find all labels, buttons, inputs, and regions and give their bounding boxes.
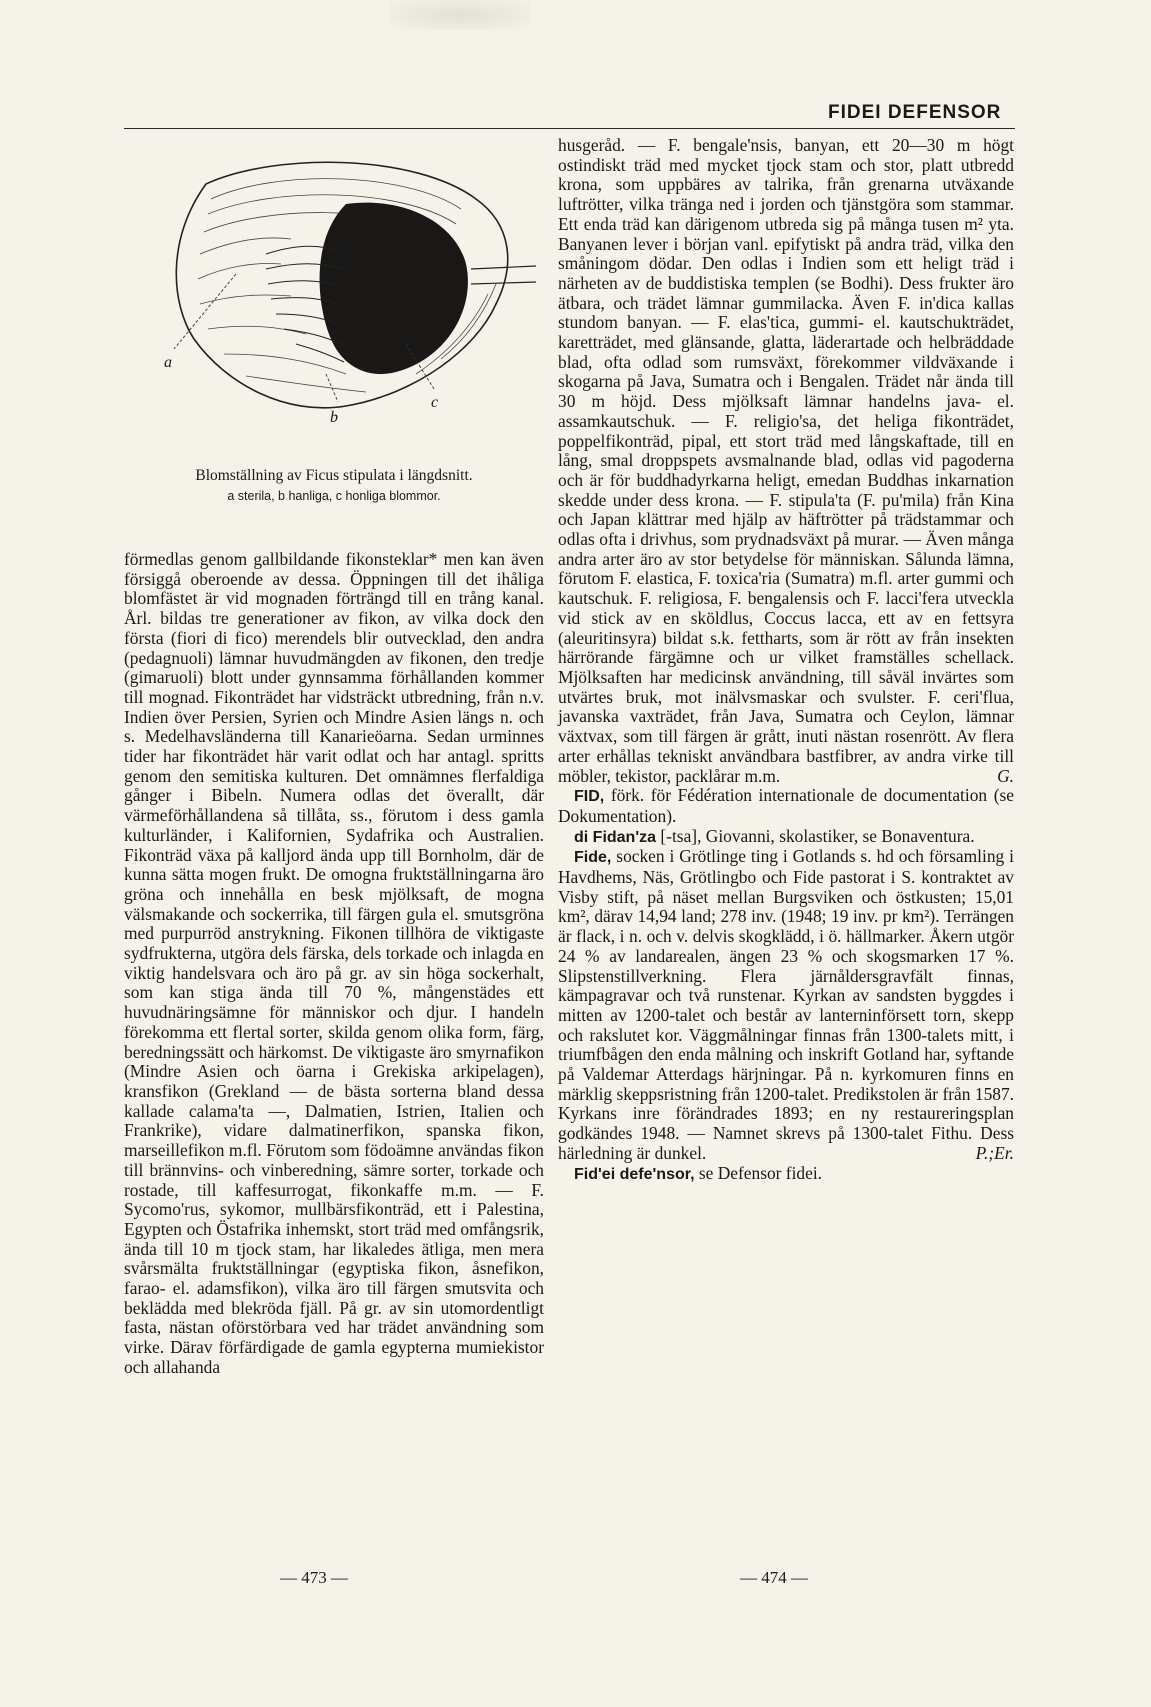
entry-text: [-tsa], Giovanni, skolastiker, se Bonaventura.	[660, 825, 975, 846]
figure-label-c: c	[431, 394, 439, 411]
entry-headword: Fid'ei defe'nsor,	[574, 1165, 695, 1183]
page-number-left: — 473 —	[280, 1568, 348, 1587]
entry-fidanza	[558, 827, 1014, 848]
header-rule	[124, 128, 1015, 129]
figure-label-b: b	[330, 409, 338, 426]
caption-sub: a sterila, b hanliga, c honliga blommor.	[227, 489, 441, 503]
continuation-sign: G.	[997, 765, 1014, 786]
entry-headword: di Fidan'za	[574, 828, 657, 846]
entry-headword: Fide,	[574, 849, 612, 867]
right-column	[558, 136, 1014, 1184]
page-number-right: — 474 —	[740, 1568, 808, 1587]
entries-list	[558, 786, 1014, 1184]
entry-fid	[558, 786, 1014, 826]
left-body-text: förmedlas genom gallbildande fikonsteklar* men kan även försiggå oberoende av dessa. Öppningen till det ihåliga blomfästet är vid mognaden förträngd till en trång kanal. Årl. bildas tre generationer av fikon, av vilka dock den första (fiori di fico) merendels blir outvecklad, den andra (pedagnuoli) lämnar huvudmängden av fikonen, den tredje (gimaruoli) blott under gynnsamma förhållanden kommer till mognad. Fikonträdet har vidsträckt utbredning, från n.v. Indien över Persien, Syrien och Mindre Asien längs n. och s. Medelhavsländerna till Kanarieöarna. Sedan urminnes tider har fikonträdet här varit odlat och har antagl. spritts genom den semitiska kulturen. Det omnämnes flerfaldiga gånger i Bibeln. Numera odlas det överallt, där värmeförhållandena så tillåta, ss., förutom i dess gamla kulturländer, i Kalifornien, Sydafrika och Australien. Fikonträd växa på kalljord ända upp till Bornholm, där de kunna sätta mogen frukt. De omogna fruktställningarna äro gröna och innehålla en besk mjölksaft, de mogna välsmakande och sockerrika, till färgen gula el. smutsgröna med purpurröd anstrykning. Fikonen tillhöra de viktigaste sydfrukterna, utgöra dels färska, dels torkade och inlagda en viktig handelsvara och äro på gr. av sin höga sockerhalt, som kan stiga ända till 70 %, mångenstädes ett huvudnäringsämne för människor och djur. I handeln förekomma ett flertal sorter, skilda genom olika form, färg, beredningssätt och härkomst. De viktigaste äro smyrnafikon (Mindre Asien och öarna i Grekiska arkipelagen), kransfikon (Grekland — de bästa sorterna bland dessa kallade calama'ta —, Dalmatien, Istrien, Italien och Frankrike), vidare dalmatinerfikon, spanska fikon, marseillefikon m.fl. Förutom som födoämne användas fikon till brännvins- och vinberedning, sämre sorter, torkade och rostade, till kaffesurrogat, fikonkaffe m.m. — F. Sycomo'rus, sykomor, mullbärsfikonträd, ett i Palestina, Egypten och Östafrika inhemskt, stort träd med omfångsrik, ända till 10 m tjock stam, har likaledes ätliga, men mera svårsmälta fruktställningar (egyptiska fikon, åsnefikon, farao- el. adamsfikon), vilka äro till färgen smutsvita och beklädda med blekröda fjäll. På gr. av sin utomordentligt fasta, nästan oförstörbara ved har trädet användning som virke. Därav förfärdigade de gamla egypterna mumiekistor och allahanda	[124, 549, 544, 1377]
right-continuation-text	[558, 136, 1014, 786]
entry-fidei-defensor	[558, 1164, 1014, 1185]
figure-label-a: a	[164, 354, 172, 371]
entry-text: förk. för Fédération internationale de documentation (se Dokumentation).	[558, 785, 1014, 826]
fig-drawing	[116, 144, 546, 444]
caption-main: Blomställning av Ficus stipulata i längdsnitt.	[195, 467, 473, 484]
fig-illustration	[116, 144, 546, 474]
entry-fide	[558, 847, 1014, 1163]
entry-headword: FID,	[574, 788, 605, 806]
left-column	[124, 136, 544, 1378]
entry-text: socken i Grötlinge ting i Gotlands s. hd och församling i Havdhems, Näs, Grötlingbo och Fide pastorat i S. kontraktet av Visby stift, på näset mellan Burgsviken och östkusten; 15,01 km², därav 14,94 land; 278 inv. (1948; 19 inv. pr km²). Terrängen är flack, i n. och v. delvis skogklädd, i ö. hällmarker. Åkern utgör 24 % av landarealen, ängen 23 % och skogsmarken 17 %. Slipstenstillverkning. Flera järnåldersgravfält finnas, kämpagravar och två runstenar. Kyrkan av sandsten byggdes i mitten av 1200-talet och består av lanterninförsett torn, skepp och rakslutet kor. Väggmålningar finnas från 1300-talets mitt, i triumfbågen den enda målning och inskrift Gotland har, syftande på Valdemar Atterdags härjningar. På n. kyrkomuren finns en märklig skeppsristning från 1200-talet. Predikstolen är från 1587. Kyrkans inre förändrades 1893; en ny restaureringsplan godkändes 1948. — Namnet skrevs på 1300-talet Fithu. Dess härledning är dunkel.	[558, 846, 1014, 1163]
entry-sign: P.;Er.	[975, 1142, 1014, 1163]
continuation-body: husgeråd. — F. bengale'nsis, banyan, ett 20—30 m högt ostindiskt träd med mycket tjock stam och stor, platt utbredd krona, som uppbäres av talrika, från grenarna utväxande luftrötter, vilka tränga ned i jorden och tjänstgöra som stammar. Ett enda träd kan därigenom utbreda sig på många tusen m² yta. Banyanen lever i början vanl. epifytiskt på andra träd, vilka den småningom dödar. Den odlas i Indien som ett heligt träd i närheten av de buddistiska templen (se Bodhi). Dess frukter äro ätbara, och trädet lämnar gummilacka. Även F. in'dica kallas stundom banyan. — F. elas'tica, gummi- el. kautschukträdet, karetträdet, med glänsande, glatta, läderartade och helbräddade blad, ofta odlad som rumsväxt, förekommer vildväxande i skogarna på Java, Sumatra och i Bengalen. Trädet når ända till 30 m höjd. Dess mjölksaft lämnar handelns java- el. assamkautschuk. — F. religio'sa, det heliga fikonträdet, poppelfikonträd, pipal, ett stort träd med långskaftade, till en lång, smal droppspets avsmalnande blad, odlas vid pagoderna och är för buddhadyrkarna heligt, emedan Buddhas inkarnation skedde under dess krona. — F. stipula'ta (F. pu'mila) från Kina och Japan klättrar med hjälp av häftrötter på trädstammar och odlas ofta i drivhus, som prydnadsväxt på murar. — Även många andra arter äro av stor betydelse för människan. Sålunda lämna, förutom F. elastica, F. toxica'ria (Sumatra) m.fl. arter gummi och kautschuk. F. religiosa, F. bengalensis och F. lacci'fera utveckla vid stick av en sköldlus, Coccus lacca, ett av en fettsyra (aleuritinsyra) bildat s.k. fettharts, som är rött av från insekten härrörande färgämne och ur vilket framställes schellack. Mjölksaften har medicinsk användning, till såväl invärtes som utvärtes bruk, mot inälvsmaskar och svulster. F. ceri'flua, javanska vaxträdet, från Java, Sumatra och Ceylon, lämnar växtvax, som till färgen är grått, inuti nästan rosenrött. Av flera arter erhållas tekniskt användbara bastfibrer, av andra virke till möbler, tekistor, packlårar m.m.	[558, 135, 1014, 786]
running-head: FIDEI DEFENSOR	[828, 102, 1002, 123]
paper-stain	[390, 0, 530, 30]
entry-text: se Defensor fidei.	[698, 1162, 823, 1183]
